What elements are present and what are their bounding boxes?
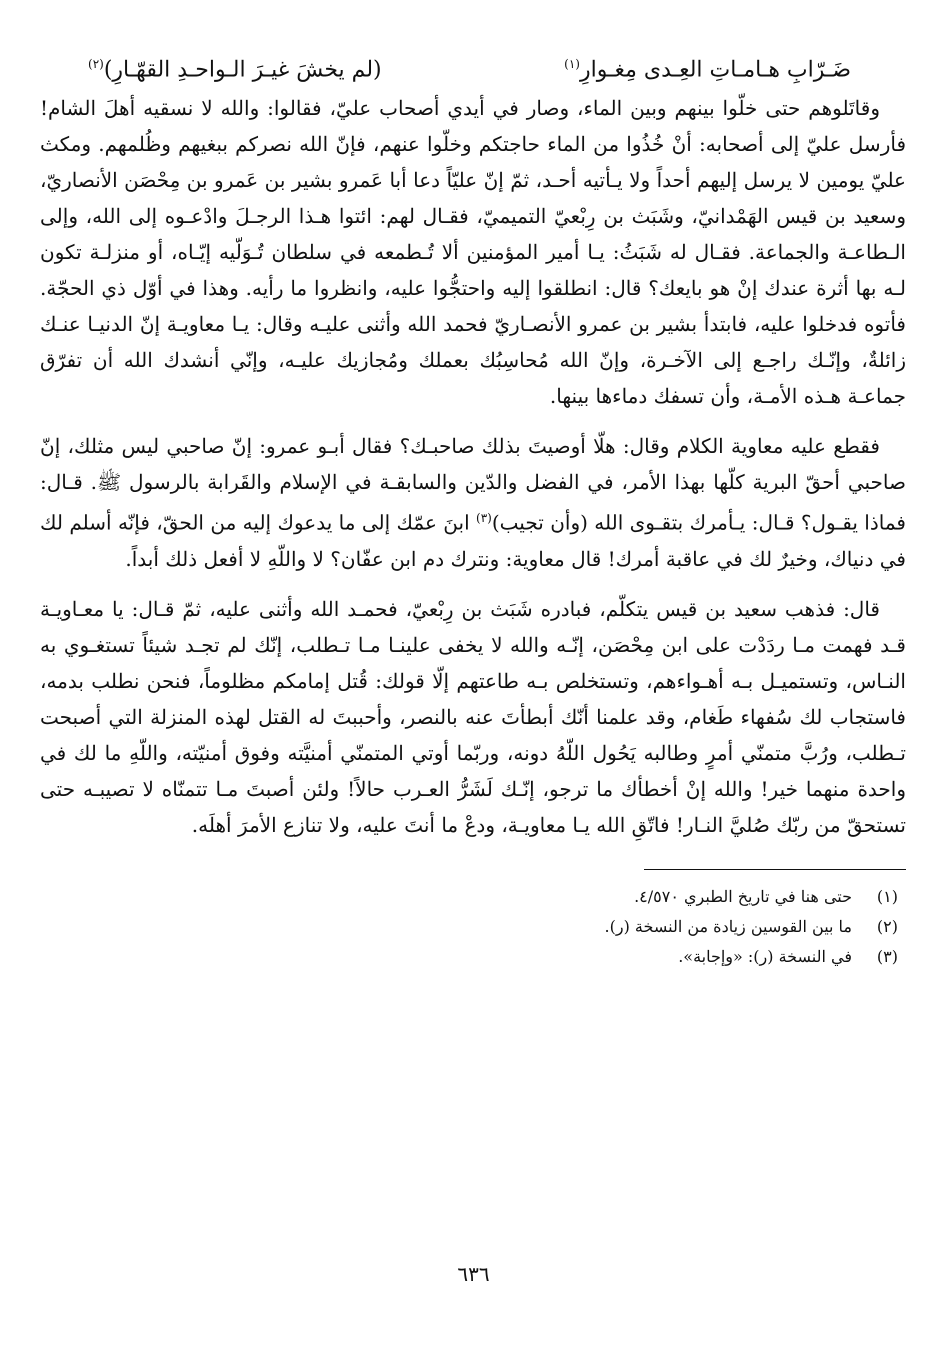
verse-left-text: (لم يخشَ غيـرَ الـواحـدِ القهّـارِ): [103, 57, 382, 83]
footnote-text: ما بين القوسين زيادة من النسخة (ر).: [604, 916, 852, 936]
body-paragraph-3: قال: فذهب سعيد بن قيس يتكلّم، فبادره شَبَث بن رِبْعيّ، فحمـد الله وأثنى عليه، ثمّ قـال: يا معـاويـة قـد فهمت مـا ردَدْت على ابن مِحْصَن، إنّـه والله لا يخفى علينـا مـا تـطلب، إنّك لم تجـد شيئاً تستغـوي به النـاس، وتستميـل بـه أهـواءهم، وتستخلص بـه طاعتهم إلّا قولك: قُتل إمامكم مظلوماً، فنحن نطلب بدمه، فاستجاب لك سُفهاء طَغام، وقد علمنا أنّك أبطأتَ عنه بالنصر، وأحببتَ له القتل لهذه المنزلة التي أصبحت تـطلب، ورُبَّ متمنّي أمرٍ وطالبه يَحُول اللّهُ دونه، وربّما أوتي المتمنّي أمنيَّته وفوق أمنيّته، واللّهِ ما لك في واحدة منهما خير! والله إنْ أخطأك ما ترجو، إنّـك لَشَرُّ العـرب حالاً! ولئن أصبتَ مـا تتمنّاه لا تصيبـه حتى تستحقّ من ربّك صُليَّ النـار! فاتّقِ الله يـا معاويـة، ودعْ ما أنتَ عليه، ولا تنازع الأمرَ أهلَه.: [40, 596, 906, 837]
footnote: [40, 912, 898, 942]
footnote-number: (٣): [876, 946, 898, 966]
book-page: [40, 44, 906, 972]
footnotes: [40, 882, 906, 972]
body-paragraph-1: وقاتَلوهم حتى خلّوا بينهم وبين الماء، وصار في أيدي أصحاب عليّ، فقالوا: والله لا نسقيه أهلَ الشام! فأرسل عليّ إلى أصحابه: أنْ خُذُوا من الماء حاجتكم وخلّوا عنهم، فإنّ الله نصركم ببغيهم وظُلمهم. ومكث عليّ يومين لا يرسل إليهم أحداً ولا يـأتيه أحـد، ثمّ إنّ عليّاً دعا أبا عَمرو بشير بن عَمرو بن مِحْصَن الأنصاريّ، وسعيد بن قيس الهَمْدانيّ، وشَبَث بن رِبْعيّ التميميّ، فقـال لهم: ائتوا هـذا الرجـلَ وادْعـوه إلى الله، وإلى الـطاعـة والجماعة. فقـال له شَبَثُ: يـا أمير المؤمنين ألا تُـطمعه في سلطان تُـوَلّيه إيّـاه، أو منزلـة تكون لـه بها أثرة عندك إنْ هو بايعك؟ قال: انطلقوا إليه واحتجُّوا عليه، وانظروا ما رأيه. وهذا في أوّل ذي الحجّة. فأتوه فدخلوا عليه، فابتدأ بشير بن عمرو الأنصـاريّ فحمد الله وأثنى عليـه وقال: يـا معاويـة إنّ الدنيـا عنـك زائلةٌ، وإنّـك راجـع إلى الآخـرة، وإنّ الله مُحاسِبُك بعملك ومُجازيك عليـه، وإنّي أنشدك الله أن تفرّق جماعـة هـذه الأمـة، وأن تسفك دماءها بينها.: [40, 96, 906, 409]
footnote-text: حتى هنا في تاريخ الطبري ٤/٥٧٠.: [634, 886, 852, 906]
footnote-separator: [644, 869, 906, 870]
footnote-ref-1: (١): [564, 57, 580, 71]
poetry-verse: [40, 44, 906, 90]
paragraph-2-text: فقطع عليه معاوية الكلام وقال: هلّا أوصيتَ بذلك صاحبـك؟ فقال أبـو عمرو: إنّ صاحبي ليس مثلك، إنّ صاحبي أحقّ البرية كلّها بهذا الأمر، في الفضل والدّين والسابقـة في الإسلام والقَرابة بالرسول ﷺ. قـال: فماذا يقـول؟ قـال: يـأمرك بتقـوى الله (وأن تجيب): [40, 434, 906, 535]
footnote-number: (١): [876, 886, 898, 906]
paragraph-2-continuation: ابنَ عمّك إلى ما يدعوك إليه من الحقّ، فإنّه أسلم لك في دنياك، وخيرٌ لك في عاقبة أمرك! قال معاوية: ونترك دم ابن عفّان؟ لا واللّهِ لا أفعل ذلك أبداً.: [40, 510, 906, 571]
footnote: [40, 942, 898, 972]
footnote-text: في النسخة (ر): «وإجابة».: [678, 946, 852, 966]
verse-right-text: ضَـرّابِ هـامـاتِ العِـدى مِغـوارِ: [579, 57, 851, 83]
footnote-number: (٢): [876, 916, 898, 936]
footnote-ref-2: (٢): [88, 57, 104, 71]
verse-hemistich-left: [88, 44, 382, 90]
body-paragraph-2: [40, 428, 906, 577]
footnote-ref-3: (٣): [476, 511, 492, 526]
page-number: ٦٣٦: [457, 1262, 490, 1286]
verse-hemistich-right: [564, 44, 851, 90]
footnote: [40, 882, 898, 912]
